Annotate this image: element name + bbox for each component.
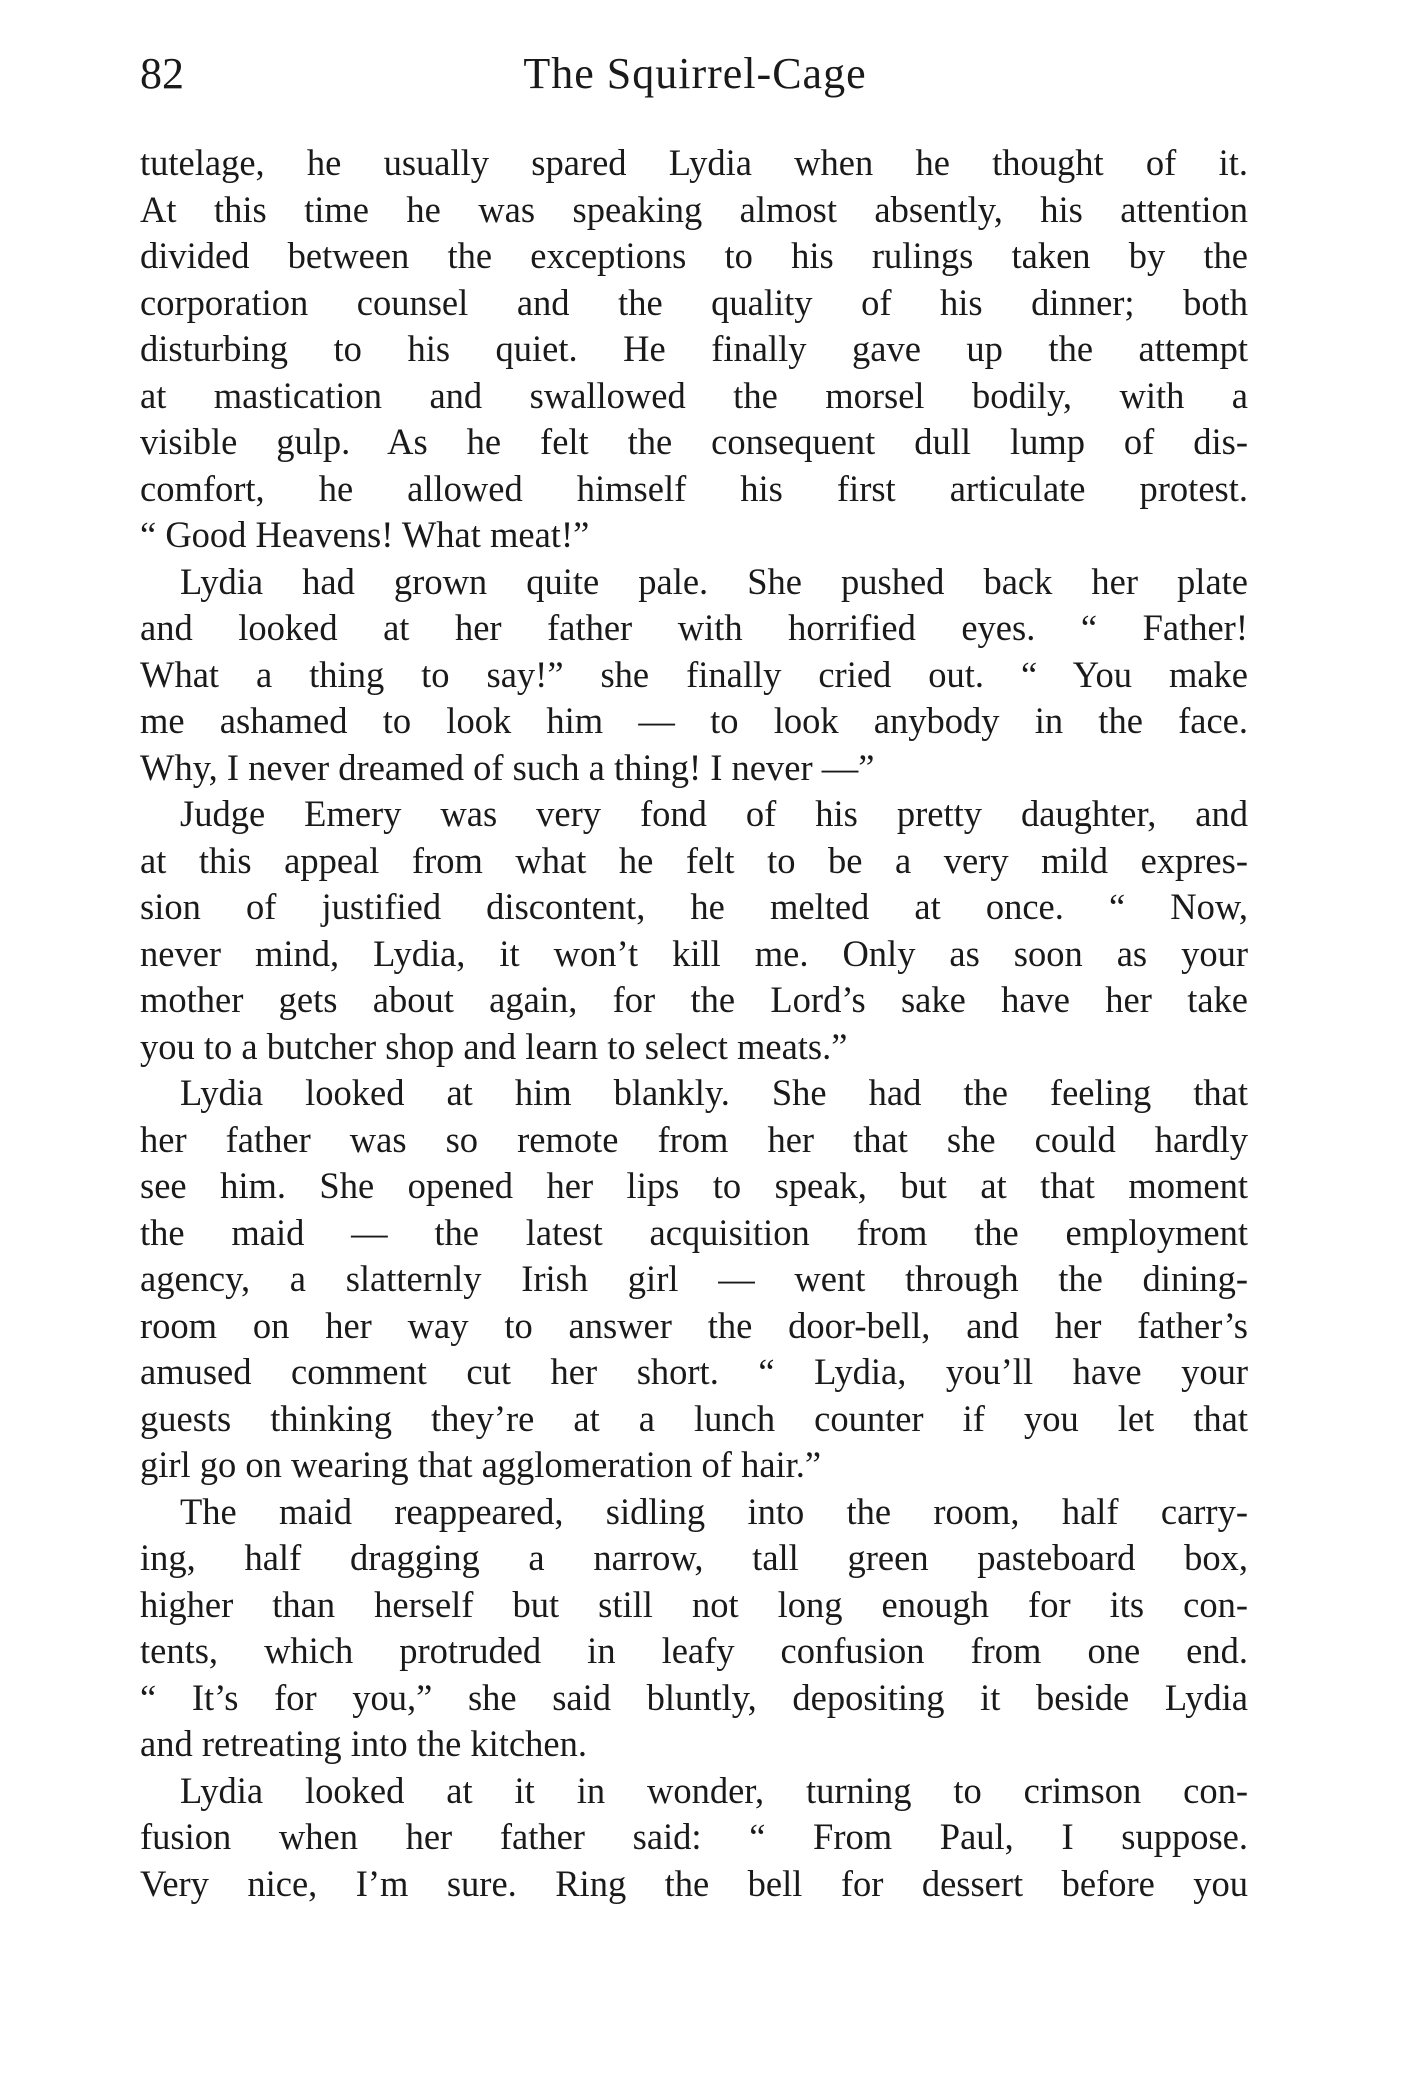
text-line: Judge Emery was very fond of his pretty daughter, and [180,793,1248,834]
text-line: amused comment cut her short. “ Lydia, you’ll have your [140,1351,1248,1392]
text-line: never mind, Lydia, it won’t kill me. Only as soon as your [140,932,1248,974]
text-line: sion of justified discontent, he melted at once. “ Now, [140,886,1248,927]
text-line: corporation counsel and the quality of his dinner; both [140,281,1248,323]
text-line: at mastication and swallowed the morsel bodily, with a [140,374,1248,416]
text-line: “ It’s for you,” she said bluntly, depositing it beside Lydia [140,1676,1248,1718]
text-line: girl go on wearing that agglomeration of hair.” [140,1444,822,1485]
text-line: and retreating into the kitchen. [140,1723,587,1764]
text-line: At this time he was speaking almost absently, his attention [140,188,1248,230]
text-line: and looked at her father with horrified eyes. “ Father! [140,607,1248,648]
running-title: The Squirrel-Cage [523,49,867,98]
text-line: mother gets about again, for the Lord’s sake have her take [140,979,1248,1020]
text-line: disturbing to his quiet. He finally gave up the attempt [140,328,1248,369]
text-line: higher than herself but still not long enough for its con- [140,1583,1248,1625]
text-line: tutelage, he usually spared Lydia when he thought of it. [140,142,1248,183]
text-line: What a thing to say!” she finally cried out. “ You make [140,653,1248,695]
text-line: Lydia looked at him blankly. She had the feeling that [180,1072,1248,1113]
text-line: Lydia had grown quite pale. She pushed back her plate [180,560,1248,602]
text-line: agency, a slatternly Irish girl — went through the dining- [140,1258,1248,1299]
text-line: Why, I never dreamed of such a thing! I never —” [140,746,875,788]
page-header [140,44,1250,104]
text-line: Lydia looked at it in wonder, turning to crimson con- [180,1769,1248,1811]
text-line: her father was so remote from her that she could hardly [140,1118,1248,1160]
text-line: see him. She opened her lips to speak, but at that moment [140,1165,1248,1206]
text-line: Very nice, I’m sure. Ring the bell for dessert before you [140,1862,1248,1904]
text-line: you to a butcher shop and learn to select meats.” [140,1025,848,1067]
text-line: at this appeal from what he felt to be a very mild expres- [140,839,1248,881]
text-line: ing, half dragging a narrow, tall green pasteboard box, [140,1537,1248,1578]
body-text [140,140,1248,1907]
text-line: comfort, he allowed himself his first articulate protest. [140,467,1248,509]
text-line: tents, which protruded in leafy confusion from one end. [140,1630,1248,1671]
text-line: fusion when her father said: “ From Paul, I suppose. [140,1816,1248,1857]
text-line: The maid reappeared, sidling into the room, half carry- [180,1490,1248,1532]
text-line: me ashamed to look him — to look anybody in the face. [140,700,1248,741]
page-number: 82 [140,49,184,98]
text-line: divided between the exceptions to his rulings taken by the [140,235,1248,276]
text-line: “ Good Heavens! What meat!” [140,514,590,555]
text-line: the maid — the latest acquisition from the employment [140,1211,1248,1253]
text-line: room on her way to answer the door-bell, and her father’s [140,1304,1248,1346]
text-line: visible gulp. As he felt the consequent dull lump of dis- [140,421,1248,462]
text-line: guests thinking they’re at a lunch counter if you let that [140,1397,1248,1439]
